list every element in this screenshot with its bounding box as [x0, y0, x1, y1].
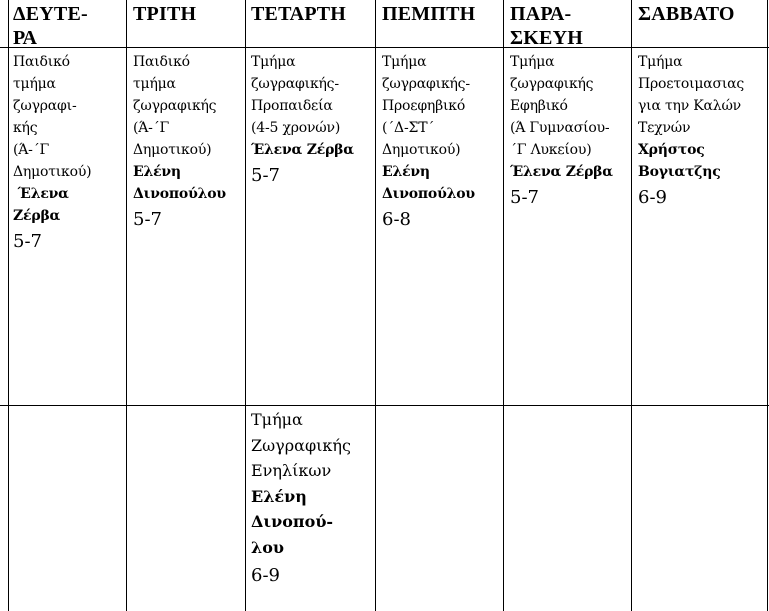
class-hours: 5-7 [133, 209, 162, 230]
teacher-name: Ελένη [382, 164, 430, 180]
header-wednesday [251, 2, 373, 26]
class-description: Τμήμα [382, 54, 427, 70]
teacher-name: Χρήστος [638, 142, 705, 158]
class-description: Τεχνών [638, 120, 691, 136]
teacher-name: Δινοπού- [251, 512, 334, 531]
header-thursday-label: ΠΕΜΠΤΗ [382, 3, 476, 25]
class-description: ΄Γ Λυκείου) [510, 142, 592, 158]
class-description: Προετοιμασιας [638, 76, 745, 92]
class-description: Προπαιδεία [251, 98, 333, 114]
cell-friday-class [510, 51, 630, 211]
class-description: Τμήμα [510, 54, 555, 70]
header-monday-line-2: ΡΑ [13, 27, 38, 49]
class-hours: 6-9 [251, 565, 280, 586]
class-hours: 6-9 [638, 187, 667, 208]
class-hours: 5-7 [13, 231, 42, 252]
class-description: ζωγραφικής- [382, 76, 470, 92]
column-divider [503, 0, 504, 611]
class-description: Ζωγραφικής [251, 435, 351, 455]
header-friday [510, 2, 630, 50]
teacher-name: Ελένη [133, 164, 181, 180]
class-hours: 5-7 [510, 187, 539, 208]
cell-wednesday-adult-class [251, 407, 374, 589]
row-divider [0, 405, 769, 406]
teacher-name: λου [251, 537, 284, 557]
class-description: (4-5 χρονών) [251, 120, 341, 136]
class-description: (Ά-΄Γ [133, 120, 170, 136]
column-divider [245, 0, 246, 611]
class-description: Ενηλίκων [251, 461, 332, 480]
teacher-name: Δινοπούλου [133, 186, 226, 202]
class-description: ζωγραφικής [133, 98, 217, 114]
header-saturday-label: ΣΑΒΒΑΤΟ [638, 3, 735, 25]
class-description: για την Καλών [638, 98, 741, 114]
class-description: τμήμα [13, 76, 56, 92]
column-divider [375, 0, 376, 611]
header-saturday [638, 2, 766, 26]
header-monday-line-1: ΔΕΥΤΕ- [13, 3, 88, 25]
header-thursday [382, 2, 502, 26]
teacher-name: Έλενα [13, 186, 69, 202]
column-divider [631, 0, 632, 611]
teacher-name: Ζέρβα [13, 208, 61, 224]
class-description: Τμήμα [251, 54, 296, 70]
teacher-name: Δινοπούλου [382, 186, 475, 202]
cell-saturday-class [638, 51, 766, 211]
class-description: Τμήμα [251, 410, 303, 429]
class-description: (Ά Γυμνασίου- [510, 120, 610, 136]
teacher-name: Έλενα Ζέρβα [510, 164, 613, 180]
teacher-name: Βογιατζης [638, 164, 721, 180]
column-divider [8, 0, 9, 611]
header-wednesday-label: ΤΕΤΑΡΤΗ [251, 3, 347, 25]
cell-wednesday-class [251, 51, 374, 189]
header-friday-line-2: ΣΚΕΥΗ [510, 27, 583, 49]
cell-tuesday-class [133, 51, 244, 233]
class-description: ζωγραφικής- [251, 76, 339, 92]
class-description: κής [13, 120, 38, 136]
class-description: Τμήμα [638, 54, 683, 70]
class-description: (΄Δ-ΣΤ΄ [382, 120, 435, 136]
class-hours: 5-7 [251, 165, 280, 186]
class-description: ζωγραφι- [13, 98, 77, 114]
class-description: Παιδικό [133, 54, 190, 70]
class-description: Δημοτικού) [133, 142, 212, 158]
cell-thursday-class [382, 51, 502, 233]
class-description: (Ά-΄Γ [13, 142, 50, 158]
class-description: Εφηβικό [510, 98, 568, 114]
column-divider [126, 0, 127, 611]
class-description: ζωγραφικής [510, 76, 594, 92]
class-description: Παιδικό [13, 54, 70, 70]
header-tuesday [133, 2, 243, 26]
header-friday-line-1: ΠΑΡΑ- [510, 3, 572, 25]
class-description: Δημοτικού) [13, 164, 92, 180]
teacher-name: Ελένη [251, 486, 307, 506]
column-divider [767, 0, 768, 611]
header-tuesday-label: ΤΡΙΤΗ [133, 3, 197, 25]
cell-monday-class [13, 51, 125, 255]
class-description: Προεφηβικό [382, 98, 466, 114]
teacher-name: Έλενα Ζέρβα [251, 142, 354, 158]
class-description: τμήμα [133, 76, 176, 92]
class-description: Δημοτικού) [382, 142, 461, 158]
header-monday [13, 2, 125, 50]
class-hours: 6-8 [382, 209, 411, 230]
